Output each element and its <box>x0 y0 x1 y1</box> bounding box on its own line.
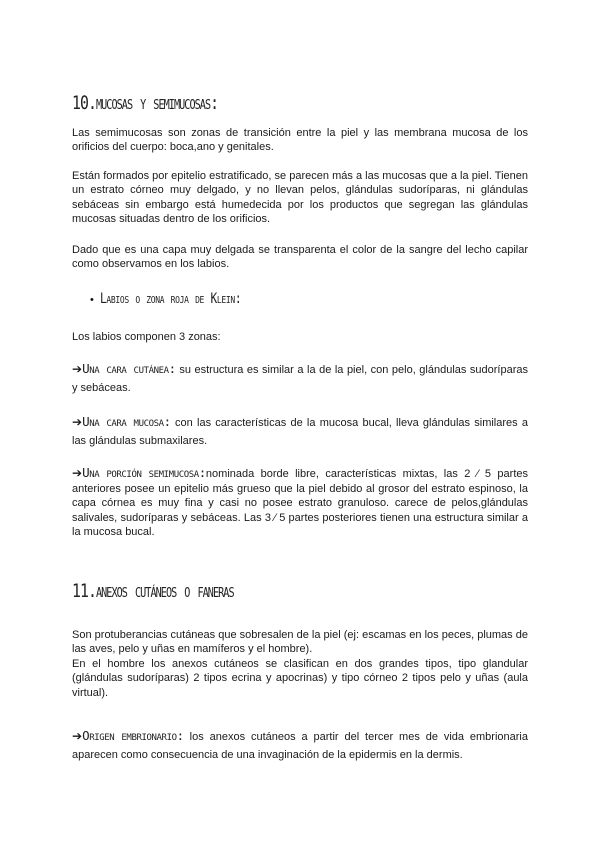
zone-cara-cutanea <box>72 360 528 397</box>
zone-cara-cutanea-text: su estructura es similar a la de la piel, con pelo, glándulas sudoríparas y sebáceas. <box>72 364 528 394</box>
bullet-labios <box>90 291 277 307</box>
semimucosas-structure: Están formados por epitelio estratificado, se parecen más a las mucosas que a la piel. Tienen un estrato córneo muy delgado, y no llevan pelos, glándulas sudoríparas, ni glándulas sebáceas sin embargo está humedecida por los productos que segregan las glándulas mucosas situadas dentro de los orificios. <box>72 170 528 226</box>
zone-cara-cutanea-title: Una cara cutánea: <box>82 361 176 376</box>
zone-cara-mucosa-text: con las características de la mucosa bucal, lleva glándulas similares a las glándulas submaxilares. <box>72 417 528 447</box>
zone-porcion-semimucosa-text: nominada borde libre, características mixtas, las 2 ⁄ 5 partes anteriores posee un epitelio más grueso que la piel debido al grosor del estrato espinoso, la capa córnea es muy fina y casi no posee estrato granuloso. carece de pelos,glándulas salivales, sudoríparas y sebáceas. Las 3 ⁄ 5 partes posteriores tienen una estructura similar a la mucosa bucal. <box>72 468 528 539</box>
labios-intro: Los labios componen 3 zonas: <box>72 331 221 343</box>
anexos-classification: En el hombre los anexos cutáneos se clasifican en dos grandes tipos, tipo glandular (glándulas sudoríparas) 2 tipos ecrina y apocrinas) y tipo córneo 2 tipos pelo y uñas (aula virtual). <box>72 658 528 699</box>
anexos-origin-title: Origen embrionario: <box>82 728 184 743</box>
arrow-icon: ➔ <box>72 466 83 480</box>
semimucosas-definition: Las semimucosas son zonas de transición entre la piel y las membrana mucosa de los orificios del cuerpo: boca,ano y genitales. <box>72 127 528 154</box>
section-11-title: 11.anexos cutáneos o faneras <box>72 580 234 602</box>
zone-cara-mucosa <box>72 413 528 450</box>
anexos-origin-text: los anexos cutáneos a partir del tercer mes de vida embrionaria aparecen como consecuencia de una invaginación de la epidermis en la dermis. <box>72 731 528 761</box>
anexos-origin <box>72 727 528 764</box>
zone-porcion-semimucosa-title: Una porción semimucosa: <box>82 465 206 480</box>
arrow-icon: ➔ <box>72 362 83 376</box>
bullet-symbol: • <box>90 294 94 306</box>
zone-porcion-semimucosa <box>72 466 528 540</box>
section-10-title: 10.mucosas y semimucosas: <box>72 92 219 114</box>
semimucosas-color: Dado que es una capa muy delgada se transparenta el color de la sangre del lecho capilar como observamos en los labios. <box>72 244 528 271</box>
arrow-icon: ➔ <box>72 729 83 743</box>
anexos-definition: Son protuberancias cutáneas que sobresalen de la piel (ej: escamas en los peces, plumas de las aves, pelo y uñas en mamíferos y el hombre). <box>72 629 528 656</box>
arrow-icon: ➔ <box>72 415 83 429</box>
bullet-labios-heading: Labios o zona roja de Klein: <box>100 291 242 307</box>
zone-cara-mucosa-title: Una cara mucosa: <box>82 414 171 429</box>
